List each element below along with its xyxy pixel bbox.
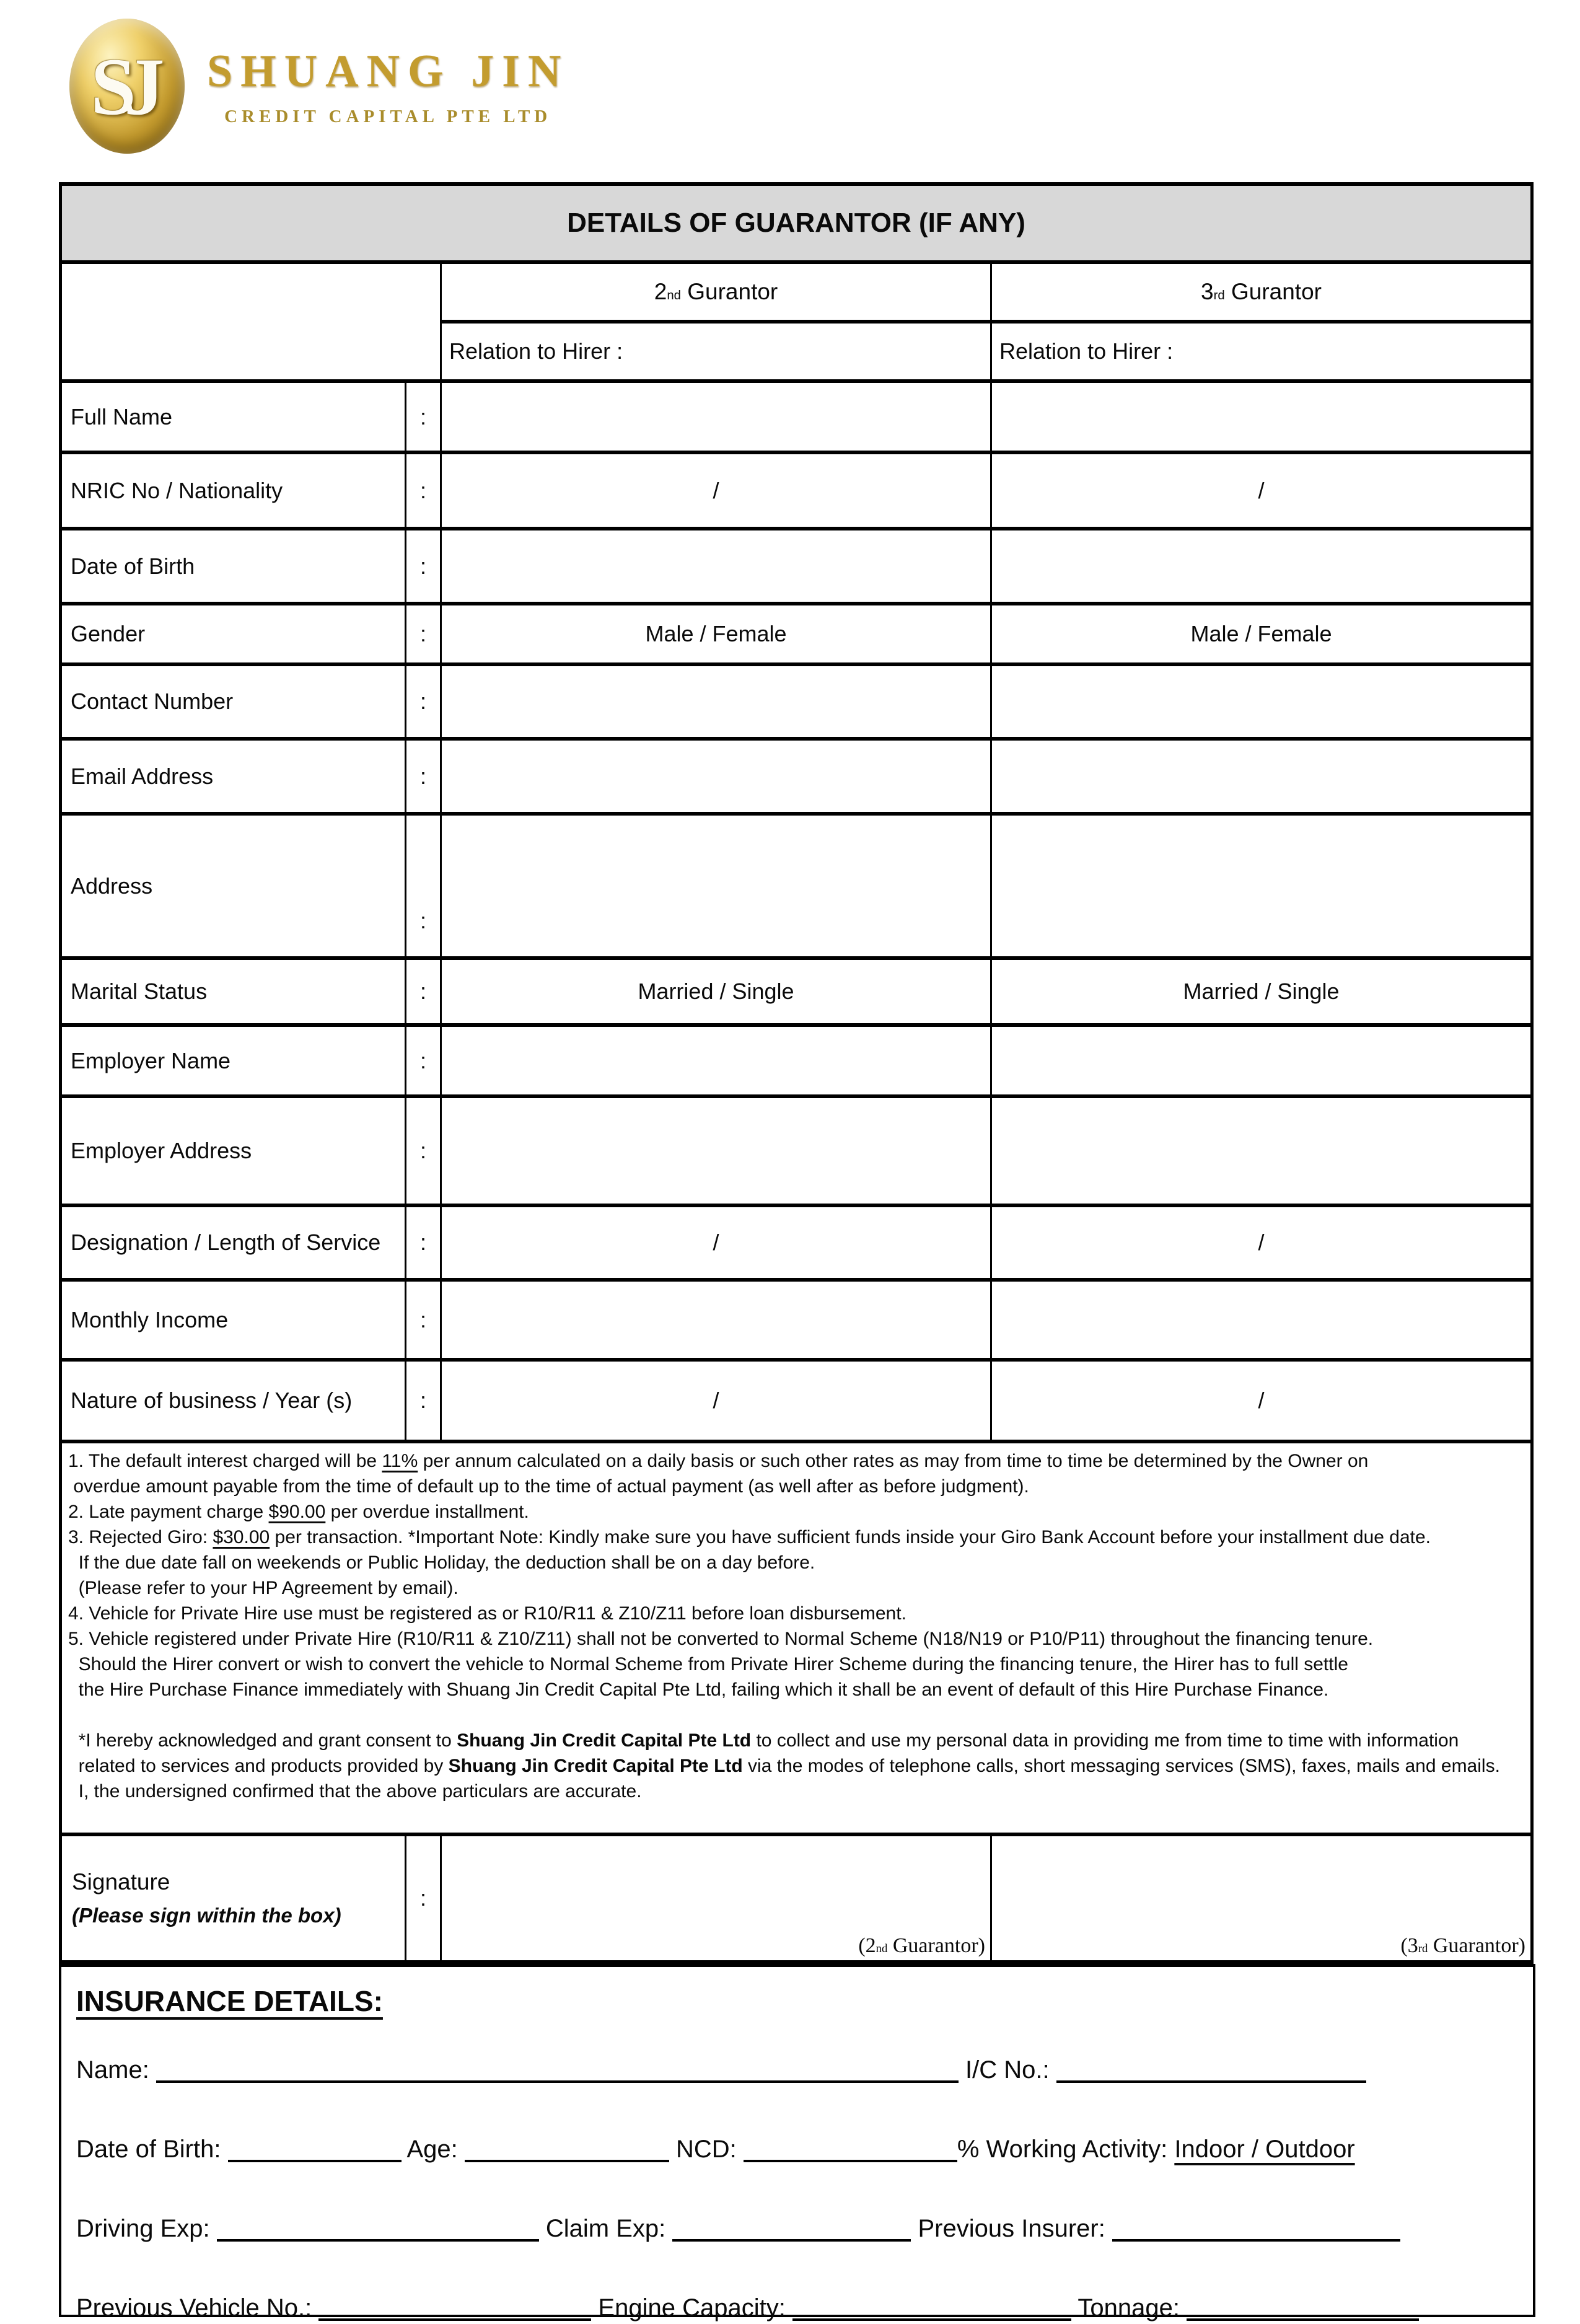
- company-subtitle: CREDIT CAPITAL PTE LTD: [224, 107, 552, 126]
- header-empty-cell: [61, 262, 441, 381]
- colon-separator: :: [406, 814, 441, 958]
- guarantor2-cell[interactable]: [441, 1025, 991, 1096]
- signature-caption-2nd: (2nd Guarantor): [858, 1934, 985, 1957]
- colon-separator: :: [406, 664, 441, 739]
- note-line: overdue amount payable from the time of default up to the time of actual payment (as well after as before judgment).: [68, 1476, 1029, 1497]
- blank-fill-in-field[interactable]: [1056, 2059, 1366, 2083]
- insurance-field-line: Driving Exp: Claim Exp: Previous Insurer:: [76, 2212, 1533, 2245]
- guarantor2-cell[interactable]: /: [441, 1360, 991, 1441]
- guarantor2-cell[interactable]: Male / Female: [441, 604, 991, 664]
- logo-text-block: [207, 45, 569, 127]
- note-line: [68, 1702, 1524, 1728]
- blank-fill-in-field[interactable]: [465, 2139, 669, 2162]
- signature-box-3rd-guarantor[interactable]: [991, 1834, 1532, 1962]
- field-label-marital-status: Marital Status: [61, 958, 406, 1025]
- guarantor3-cell[interactable]: /: [991, 1360, 1532, 1441]
- table-row-designation-length-of-service: [61, 1205, 1532, 1280]
- colon-separator: :: [406, 958, 441, 1025]
- blank-fill-in-field[interactable]: [1187, 2297, 1419, 2321]
- signature-box-2nd-guarantor[interactable]: [441, 1834, 991, 1962]
- terms-and-conditions-text: [61, 1441, 1532, 1834]
- guarantor2-cell[interactable]: [441, 739, 991, 814]
- field-label-nric-nationality: NRIC No / Nationality: [61, 452, 406, 529]
- table-row-email-address: [61, 739, 1532, 814]
- colon-separator: :: [406, 1360, 441, 1441]
- note-line: 4. Vehicle for Private Hire use must be registered as or R10/R11 & Z10/Z11 before loan disbursement.: [68, 1603, 906, 1624]
- signature-label: Signature: [72, 1869, 170, 1895]
- table-row-nature-of-business: [61, 1360, 1532, 1441]
- insurance-field-line: Date of Birth: Age: NCD: % Working Activity: Indoor / Outdoor: [76, 2136, 1355, 2163]
- insurance-details-heading: INSURANCE DETAILS:: [76, 1985, 383, 2017]
- company-name: SHUANG JIN: [207, 46, 569, 97]
- signature-caption-3rd: (3rd Guarantor): [1400, 1934, 1526, 1957]
- signature-label-cell: [61, 1834, 406, 1962]
- sj-monogram-icon: [69, 19, 185, 154]
- field-label-employer-address: Employer Address: [61, 1096, 406, 1205]
- colon-separator: :: [406, 1834, 441, 1962]
- company-logo: [69, 17, 1580, 155]
- field-label-employer-name: Employer Name: [61, 1025, 406, 1096]
- table-row-date-of-birth: [61, 529, 1532, 604]
- blank-fill-in-field[interactable]: [792, 2297, 1071, 2321]
- blank-fill-in-field[interactable]: [672, 2218, 911, 2242]
- table-row-employer-address: [61, 1096, 1532, 1205]
- colon-separator: :: [406, 381, 441, 452]
- colon-separator: :: [406, 452, 441, 529]
- insurance-field-line: Name: I/C No.:: [76, 2054, 1533, 2086]
- guarantor3-cell[interactable]: [991, 381, 1532, 452]
- field-label-nature-of-business: Nature of business / Year (s): [61, 1360, 406, 1441]
- colon-separator: :: [406, 529, 441, 604]
- notes-row: [61, 1441, 1532, 1834]
- note-line: related to services and products provided by Shuang Jin Credit Capital Pte Ltd via the modes of telephone calls, short messaging services (SMS), faxes, mails and emails.: [68, 1756, 1500, 1776]
- table-title: DETAILS OF GUARANTOR (IF ANY): [61, 184, 1532, 262]
- note-line: If the due date fall on weekends or Public Holiday, the deduction shall be on a day before.: [68, 1552, 815, 1573]
- guarantor3-cell[interactable]: Male / Female: [991, 604, 1532, 664]
- note-line: (Please refer to your HP Agreement by email).: [68, 1578, 459, 1598]
- table-row-gender: [61, 604, 1532, 664]
- field-label-contact-number: Contact Number: [61, 664, 406, 739]
- colon-separator: :: [406, 1025, 441, 1096]
- blank-fill-in-field[interactable]: [217, 2218, 539, 2242]
- note-line: 1. The default interest charged will be 11% per annum calculated on a daily basis or such other rates as may from time to time be determined by the Owner on: [68, 1451, 1369, 1471]
- guarantor2-cell[interactable]: Married / Single: [441, 958, 991, 1025]
- header-2nd-guarantor: [441, 262, 991, 322]
- note-line: 3. Rejected Giro: $30.00 per transaction. *Important Note: Kindly make sure you have sufficient funds inside your Giro Bank Account before your installment due date.: [68, 1527, 1431, 1547]
- insurance-details-section: [59, 1964, 1535, 2322]
- guarantor2-cell[interactable]: [441, 1096, 991, 1205]
- blank-fill-in-field[interactable]: [744, 2139, 957, 2162]
- sj-monogram-text: SJ: [90, 40, 152, 132]
- guarantor3-cell[interactable]: /: [991, 452, 1532, 529]
- field-label-date-of-birth: Date of Birth: [61, 529, 406, 604]
- guarantor2-cell[interactable]: [441, 381, 991, 452]
- guarantor3-cell[interactable]: Married / Single: [991, 958, 1532, 1025]
- field-label-designation: Designation / Length of Service: [61, 1205, 406, 1280]
- insurance-fields: [76, 2054, 1533, 2324]
- note-line: the Hire Purchase Finance immediately with Shuang Jin Credit Capital Pte Ltd, failing which it shall be an event of default of this Hire Purchase Finance.: [68, 1679, 1329, 1700]
- header-2nd-guarantor-text: 2nd Gurantor: [654, 279, 778, 304]
- guarantor-table: [59, 182, 1534, 1964]
- table-row-employer-name: [61, 1025, 1532, 1096]
- table-row-nric-nationality: [61, 452, 1532, 529]
- guarantor3-cell[interactable]: [991, 739, 1532, 814]
- table-row-monthly-income: [61, 1280, 1532, 1360]
- header-3rd-guarantor-text: 3rd Gurantor: [1201, 279, 1322, 304]
- blank-fill-in-field[interactable]: [318, 2297, 591, 2321]
- table-title-row: [61, 184, 1532, 262]
- field-label-full-name: Full Name: [61, 381, 406, 452]
- blank-fill-in-field[interactable]: [228, 2139, 402, 2162]
- table-row-full-name: [61, 381, 1532, 452]
- signature-row: [61, 1834, 1532, 1962]
- table-row-address: [61, 814, 1532, 958]
- colon-separator: :: [406, 1096, 441, 1205]
- guarantor3-cell[interactable]: /: [991, 1205, 1532, 1280]
- guarantor2-cell[interactable]: /: [441, 452, 991, 529]
- colon-separator: :: [406, 1205, 441, 1280]
- table-row-marital-status: [61, 958, 1532, 1025]
- guarantor2-cell[interactable]: [441, 529, 991, 604]
- colon-separator: :: [406, 1280, 441, 1360]
- guarantor3-cell[interactable]: [991, 814, 1532, 958]
- guarantor3-cell[interactable]: [991, 664, 1532, 739]
- note-line: 5. Vehicle registered under Private Hire (R10/R11 & Z10/Z11) shall not be converted to Normal Scheme (N18/N19 or P10/P11) throughout the financing tenure.: [68, 1629, 1374, 1649]
- guarantor3-cell[interactable]: [991, 1096, 1532, 1205]
- field-label-monthly-income: Monthly Income: [61, 1280, 406, 1360]
- note-line: *I hereby acknowledged and grant consent to Shuang Jin Credit Capital Pte Ltd to collect and use my personal data in providing me from time to time with information: [68, 1730, 1459, 1751]
- note-line: I, the undersigned confirmed that the above particulars are accurate.: [68, 1781, 642, 1802]
- guarantor-form-page: [0, 17, 1580, 2322]
- field-label-address: Address: [61, 814, 406, 958]
- note-line: Should the Hirer convert or wish to convert the vehicle to Normal Scheme from Private Hirer Scheme during the financing tenure, the Hirer has to full settle: [68, 1654, 1348, 1675]
- guarantor2-cell[interactable]: [441, 664, 991, 739]
- guarantor-header-row: [61, 262, 1532, 322]
- blank-fill-in-field[interactable]: [1112, 2218, 1400, 2242]
- note-line: 2. Late payment charge $90.00 per overdue installment.: [68, 1502, 529, 1522]
- guarantor3-cell[interactable]: [991, 529, 1532, 604]
- guarantor2-cell[interactable]: [441, 814, 991, 958]
- guarantor2-cell[interactable]: /: [441, 1205, 991, 1280]
- header-3rd-guarantor: [991, 262, 1532, 322]
- guarantor3-cell[interactable]: [991, 1025, 1532, 1096]
- colon-separator: :: [406, 739, 441, 814]
- blank-fill-in-field[interactable]: [156, 2059, 959, 2083]
- guarantor3-cell[interactable]: [991, 1280, 1532, 1360]
- guarantor2-cell[interactable]: [441, 1280, 991, 1360]
- relation-to-hirer-cell-3rd[interactable]: Relation to Hirer :: [991, 322, 1532, 381]
- signature-instruction: (Please sign within the box): [72, 1904, 341, 1927]
- colon-separator: :: [406, 604, 441, 664]
- insurance-field-line: Previous Vehicle No.: Engine Capacity: Tonnage:: [76, 2292, 1533, 2324]
- field-label-email-address: Email Address: [61, 739, 406, 814]
- field-label-gender: Gender: [61, 604, 406, 664]
- relation-to-hirer-cell-2nd[interactable]: Relation to Hirer :: [441, 322, 991, 381]
- table-row-contact-number: [61, 664, 1532, 739]
